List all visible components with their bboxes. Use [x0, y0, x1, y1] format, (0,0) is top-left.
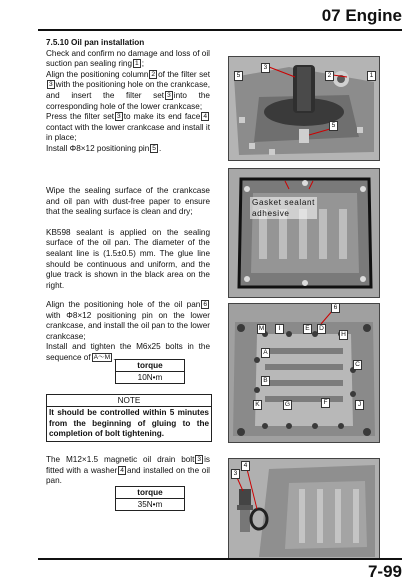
callout-M: M: [258, 325, 265, 332]
callout-E: E: [303, 324, 312, 334]
torque-value-2: 35N•m: [137, 500, 163, 509]
callout-K: K: [253, 400, 262, 410]
torque-label-2: torque: [116, 487, 184, 499]
ref-4: 4: [203, 113, 207, 121]
wipe-step: Wipe the sealing surface of the crankcase and oil pan with dust-free paper to ensure that the sealing surface is clean and dry;: [46, 186, 210, 217]
step-align-filter: Align the positioning column 2 of the filter set3 with the positioning hole on the crankcase, and insert the filter set 3 into the corresponding hole of the lower crankcase;: [46, 69, 210, 111]
drain-bolt-photo: [228, 458, 380, 560]
callout-I: I: [275, 324, 284, 334]
callout-4-washer: 4: [241, 461, 250, 471]
callout-G: G: [284, 401, 291, 408]
ref-4b: 4: [120, 466, 124, 474]
ref-a-m: A～M: [93, 353, 111, 361]
callout-F: F: [321, 398, 330, 408]
gasket-sealant-photo: [228, 168, 380, 298]
note-label: NOTE: [47, 395, 211, 407]
callout-1: 1: [367, 71, 376, 81]
torque-table-1: [115, 359, 185, 384]
header-rule: [38, 29, 402, 31]
ref-3d: 3: [197, 456, 202, 463]
note-text: It should be controlled within 5 minutes from the beginning of gluing to the completion of bolt tightening.: [49, 408, 209, 439]
ref-3c: 3: [117, 113, 121, 121]
chapter-title: 07 Engine: [321, 6, 402, 25]
section-heading: 7.5.10 Oil pan installation: [46, 38, 145, 47]
ref-3b: 3: [167, 91, 171, 99]
callout-J: J: [355, 400, 364, 410]
gasket-label: Gasket sealant adhesive: [252, 198, 316, 218]
step-install-pin: Install Φ8×12 positioning pin 5 .: [46, 143, 162, 153]
step-check-ring: Check and confirm no damage and loss of oil suction pan sealing ring 1 ;: [46, 48, 210, 69]
ref-1: 1: [135, 60, 139, 68]
torque-value: 10N•m: [137, 373, 163, 382]
oil-pan-install-steps: [46, 38, 210, 155]
ref-5: 5: [152, 144, 156, 152]
footer-rule: [38, 558, 402, 560]
oil-pan-mount-steps: [46, 300, 210, 364]
callout-5b: 5: [329, 121, 338, 131]
callout-5: 5: [234, 71, 243, 81]
callout-D: D: [317, 324, 326, 334]
callout-A: A: [261, 348, 270, 358]
drain-bolt-step: The M12×1.5 magnetic oil drain bolt 3 is fitted with a washer 4 and installed on the oil pan.: [46, 455, 210, 486]
torque-label: torque: [116, 360, 184, 372]
ref-3: 3: [49, 81, 53, 89]
callout-B: B: [261, 376, 270, 386]
callout-H: H: [339, 330, 348, 340]
callout-C: C: [353, 360, 362, 370]
page-number: 7-99: [367, 562, 402, 581]
page-header: [0, 0, 416, 30]
torque-table-2: [115, 486, 185, 511]
tighten-bolts-step: Install and tighten the M6x25 bolts in the sequence of A～M .: [46, 342, 210, 362]
sealant-step: KB598 sealant is applied on the sealing surface of the oil pan. The diameter of the sealant line is (1.5±0.5) mm. The glue line should be continuous and uniform, and the glue track is shown in the black area on the right.: [46, 227, 210, 290]
ref-2: 2: [151, 70, 156, 78]
callout-3: 3: [261, 63, 270, 73]
sealant-instructions: [46, 186, 210, 291]
align-pan-step: Align the positioning hole of the oil pan 6with Φ8×12 positioning pin on the lower crankcase, and install the oil pan to the lower crankcase;: [46, 300, 210, 341]
callout-6: 6: [331, 303, 340, 313]
note-box: [46, 394, 212, 442]
ref-6: 6: [203, 301, 207, 308]
bolt-sequence-photo: [228, 303, 380, 443]
callout-2: 2: [325, 71, 334, 81]
callout-3-bolt: 3: [231, 469, 240, 479]
step-press-filter: Press the filter set 3 to make its end face 4contact with the lower crankcase and install it in place;: [46, 112, 210, 143]
filter-install-photo: [228, 56, 380, 161]
